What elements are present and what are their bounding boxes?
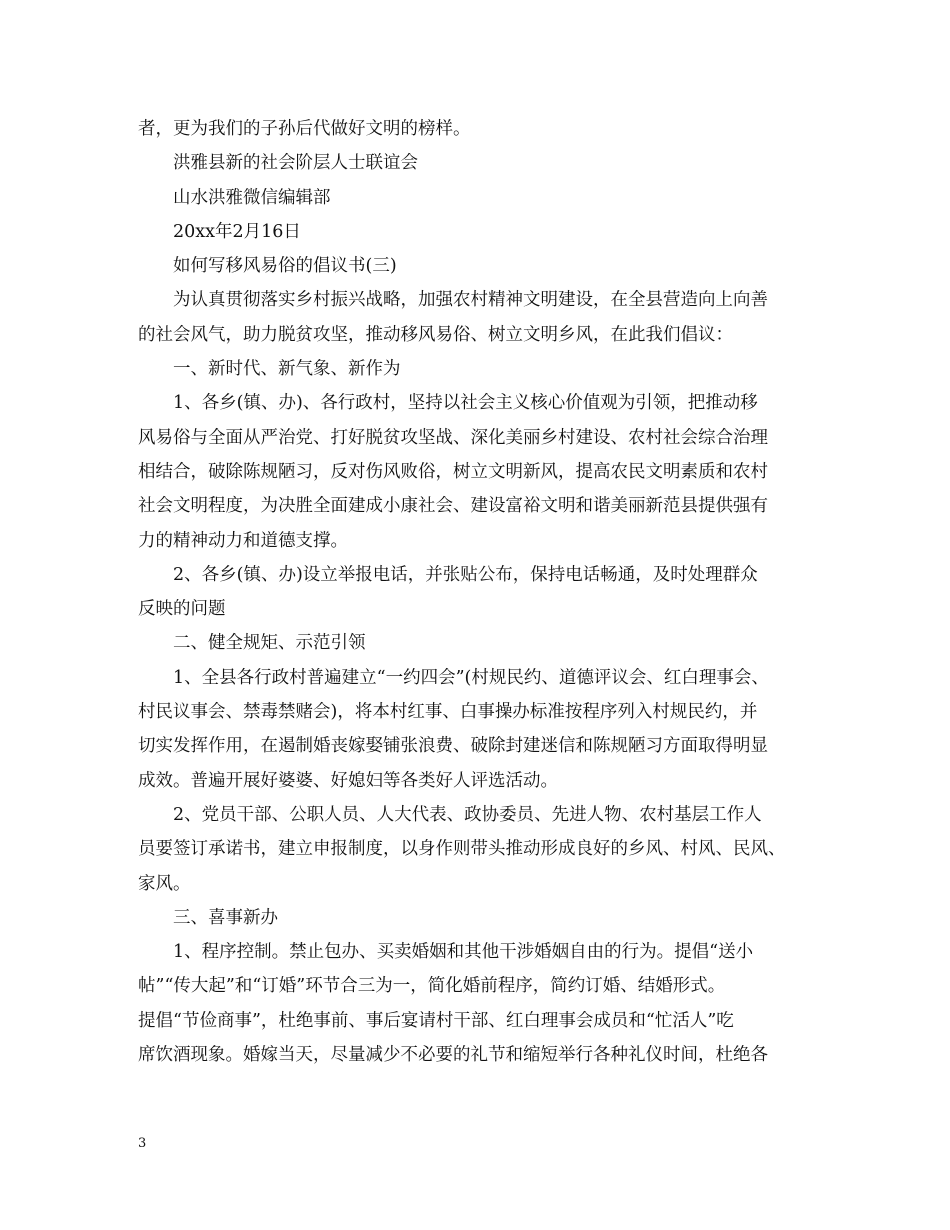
text-line: 村民议事会、禁毒禁赌会)，将本村红事、白事操办标准按程序列入村规民约，并 xyxy=(138,702,758,723)
text-line: 20xx年2月16日 xyxy=(173,221,301,242)
text-line: 帖”“传大起”和“订婚”环节合三为一，简化婚前程序，简约订婚、结婚形式。 xyxy=(138,976,726,997)
text-line: 员要签订承诺书，建立申报制度，以身作则带头推动形成良好的乡风、村风、民风、 xyxy=(138,839,786,860)
text-line: 力的精神动力和道德支撑。 xyxy=(138,530,348,551)
text-line: 提倡“节俭商事”，杜绝事前、事后宴请村干部、红白理事会成员和“忙活人”吃 xyxy=(138,1010,734,1031)
text-line: 1、程序控制。禁止包办、买卖婚姻和其他干涉婚姻自由的行为。提倡“送小 xyxy=(173,942,754,963)
document-body xyxy=(138,112,814,1072)
text-line: 洪雅县新的社会阶层人士联谊会 xyxy=(173,153,418,174)
text-line: 的社会风气，助力脱贫攻坚，推动移风易俗、树立文明乡风，在此我们倡议： xyxy=(138,324,733,345)
text-line: 相结合，破除陈规陋习，反对伤风败俗，树立文明新风，提高农民文明素质和农村 xyxy=(138,461,768,482)
text-line: 者，更为我们的子孙后代做好文明的榜样。 xyxy=(138,119,471,139)
text-line: 为认真贯彻落实乡村振兴战略，加强农村精神文明建设，在全县营造向上向善 xyxy=(173,290,768,311)
text-line: 一、新时代、新气象、新作为 xyxy=(173,359,401,380)
text-line: 三、喜事新办 xyxy=(173,907,278,928)
text-line: 切实发挥作用，在遏制婚丧嫁娶铺张浪费、破除封建迷信和陈规陋习方面取得明显 xyxy=(138,736,768,757)
text-line: 如何写移风易俗的倡议书(三) xyxy=(173,256,397,277)
text-line: 1、全县各行政村普遍建立“一约四会”(村规民约、道德评议会、红白理事会、 xyxy=(173,667,769,688)
text-line: 家风。 xyxy=(138,873,191,894)
text-line: 风易俗与全面从严治党、打好脱贫攻坚战、深化美丽乡村建设、农村社会综合治理 xyxy=(138,427,768,448)
text-line: 1、各乡(镇、办)、各行政村，坚持以社会主义核心价值观为引领，把推动移 xyxy=(173,393,758,414)
text-line: 2、各乡(镇、办)设立举报电话，并张贴公布，保持电话畅通，及时处理群众 xyxy=(173,564,758,585)
text-line: 2、党员干部、公职人员、人大代表、政协委员、先进人物、农村基层工作人 xyxy=(173,804,762,825)
text-line: 山水洪雅微信编辑部 xyxy=(173,187,331,208)
text-line: 二、健全规矩、示范引领 xyxy=(173,633,366,654)
text-line: 席饮酒现象。婚嫁当天，尽量减少不必要的礼节和缩短举行各种礼仪时间，杜绝各 xyxy=(138,1045,768,1066)
text-line: 社会文明程度，为决胜全面建成小康社会、建设富裕文明和谐美丽新范县提供强有 xyxy=(138,496,768,517)
text-line: 反映的问题 xyxy=(138,599,226,620)
page-number: 3 xyxy=(138,1136,147,1151)
text-line: 成效。普遍开展好婆婆、好媳妇等各类好人评选活动。 xyxy=(138,770,558,791)
